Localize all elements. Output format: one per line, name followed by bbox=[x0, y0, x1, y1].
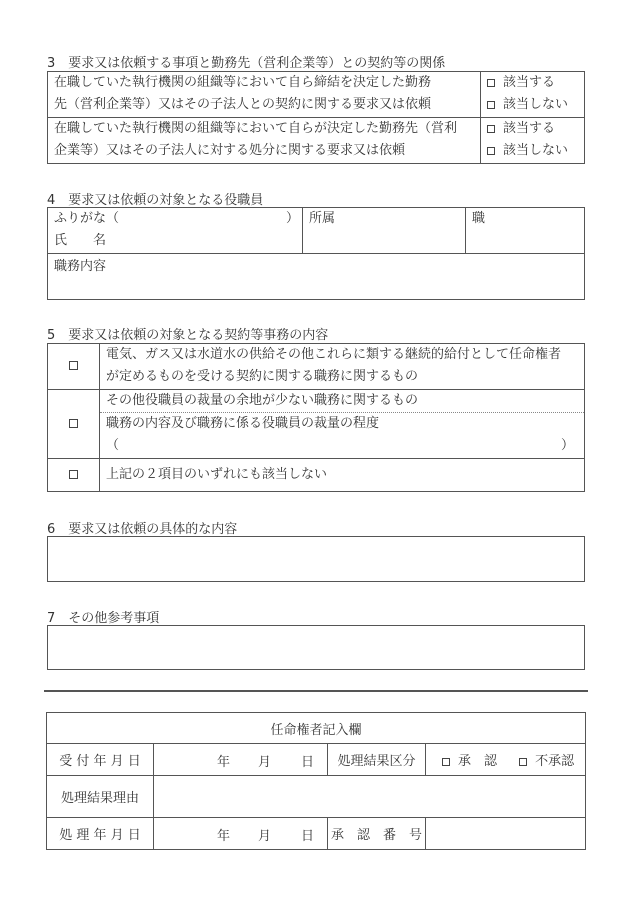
section-7-heading: 7 その他参考事項 bbox=[47, 611, 160, 626]
request-content-box[interactable] bbox=[47, 536, 585, 582]
utility-contract-line2: が定めるものを受ける契約に関する職務に関するもの bbox=[106, 369, 419, 384]
disapprove-checkbox[interactable]: 不承認 bbox=[519, 754, 574, 769]
result-category-label: 処理結果区分 bbox=[328, 744, 426, 776]
receipt-month-label: 月 bbox=[258, 754, 272, 770]
receipt-day-label: 日 bbox=[301, 754, 315, 770]
result-reason-field[interactable] bbox=[154, 776, 586, 818]
result-category-options bbox=[426, 744, 586, 776]
section-6-heading: 6 要求又は依頼の具体的な内容 bbox=[47, 522, 238, 537]
disposition-applicable-checkbox[interactable]: 該当する bbox=[487, 118, 584, 140]
section-4-table bbox=[47, 207, 585, 300]
utility-contract-checkbox-cell bbox=[48, 344, 100, 390]
processed-month-label: 月 bbox=[258, 828, 272, 844]
low-discretion-text-cell bbox=[100, 390, 585, 459]
none-applicable-text: 上記の２項目のいずれにも該当しない bbox=[106, 467, 328, 482]
section-5-table bbox=[47, 343, 585, 492]
processed-year-label: 年 bbox=[217, 828, 231, 844]
result-reason-label: 処理結果理由 bbox=[47, 776, 154, 818]
furigana-close: ） bbox=[286, 211, 300, 226]
processed-date-field[interactable] bbox=[154, 818, 328, 850]
section-3-table bbox=[47, 71, 585, 164]
discretion-open-paren: （ bbox=[106, 438, 120, 453]
utility-contract-checkbox[interactable] bbox=[69, 361, 78, 370]
name-label: 氏 名 bbox=[54, 233, 107, 248]
contract-applicable-checkbox[interactable]: 該当する bbox=[487, 72, 584, 94]
contract-not-applicable-checkbox[interactable]: 該当しない bbox=[487, 94, 584, 116]
post-label: 職 bbox=[472, 211, 486, 226]
approval-number-label: 承 認 番 号 bbox=[328, 818, 426, 850]
section-divider bbox=[44, 690, 588, 692]
disposition-relation-options bbox=[481, 118, 585, 164]
low-discretion-checkbox-cell bbox=[48, 390, 100, 459]
disposition-relation-line1: 在職していた執行機関の組織等において自らが決定した勤務先（営利 bbox=[54, 121, 458, 136]
section-5-heading: 5 要求又は依頼の対象となる契約等事務の内容 bbox=[47, 328, 329, 343]
disposition-relation-line2: 企業等）又はその子法人に対する処分に関する要求又は依頼 bbox=[54, 143, 406, 158]
none-applicable-text-cell bbox=[100, 459, 585, 492]
section-3-heading: 3 要求又は依頼する事項と勤務先（営利企業等）との契約等の関係 bbox=[47, 56, 446, 71]
utility-contract-text-cell bbox=[100, 344, 585, 390]
none-applicable-checkbox[interactable] bbox=[69, 470, 78, 479]
name-cell[interactable] bbox=[48, 208, 303, 254]
discretion-degree-label: 職務の内容及び職務に係る役職員の裁量の程度 bbox=[106, 416, 380, 431]
approval-number-field[interactable] bbox=[426, 818, 586, 850]
discretion-close-paren: ） bbox=[561, 438, 575, 453]
utility-contract-line1: 電気、ガス又は水道水の供給その他これらに類する継続的給付として任命権者 bbox=[106, 347, 562, 362]
receipt-date-field[interactable] bbox=[154, 744, 328, 776]
contract-relation-options bbox=[481, 72, 585, 118]
low-discretion-checkbox[interactable] bbox=[69, 419, 78, 428]
furigana-label: ふりがな（ bbox=[54, 211, 120, 226]
processed-day-label: 日 bbox=[301, 828, 315, 844]
duties-label: 職務内容 bbox=[54, 259, 107, 274]
approve-checkbox[interactable]: 承 認 bbox=[442, 754, 497, 769]
disposition-not-applicable-checkbox[interactable]: 該当しない bbox=[487, 140, 584, 162]
reference-notes-box[interactable] bbox=[47, 625, 585, 670]
none-applicable-checkbox-cell bbox=[48, 459, 100, 492]
low-discretion-line1: その他役職員の裁量の余地が少ない職務に関するもの bbox=[100, 390, 584, 413]
contract-relation-line1: 在職していた執行機関の組織等において自ら締結を決定した勤務 bbox=[54, 75, 432, 90]
department-label: 所属 bbox=[309, 211, 336, 226]
contract-relation-line2: 先（営利企業等）又はその子法人との契約に関する要求又は依頼 bbox=[54, 97, 432, 112]
appointer-title: 任命権者記入欄 bbox=[47, 713, 586, 744]
disposition-relation-cell bbox=[48, 118, 481, 164]
department-cell[interactable] bbox=[303, 208, 466, 254]
processed-date-label: 処 理 年 月 日 bbox=[47, 818, 154, 850]
section-4-heading: 4 要求又は依頼の対象となる役職員 bbox=[47, 193, 264, 208]
receipt-date-label: 受 付 年 月 日 bbox=[47, 744, 154, 776]
post-cell[interactable] bbox=[466, 208, 585, 254]
appointer-table bbox=[46, 712, 586, 850]
contract-relation-cell bbox=[48, 72, 481, 118]
receipt-year-label: 年 bbox=[217, 754, 231, 770]
duties-cell[interactable] bbox=[48, 254, 585, 300]
